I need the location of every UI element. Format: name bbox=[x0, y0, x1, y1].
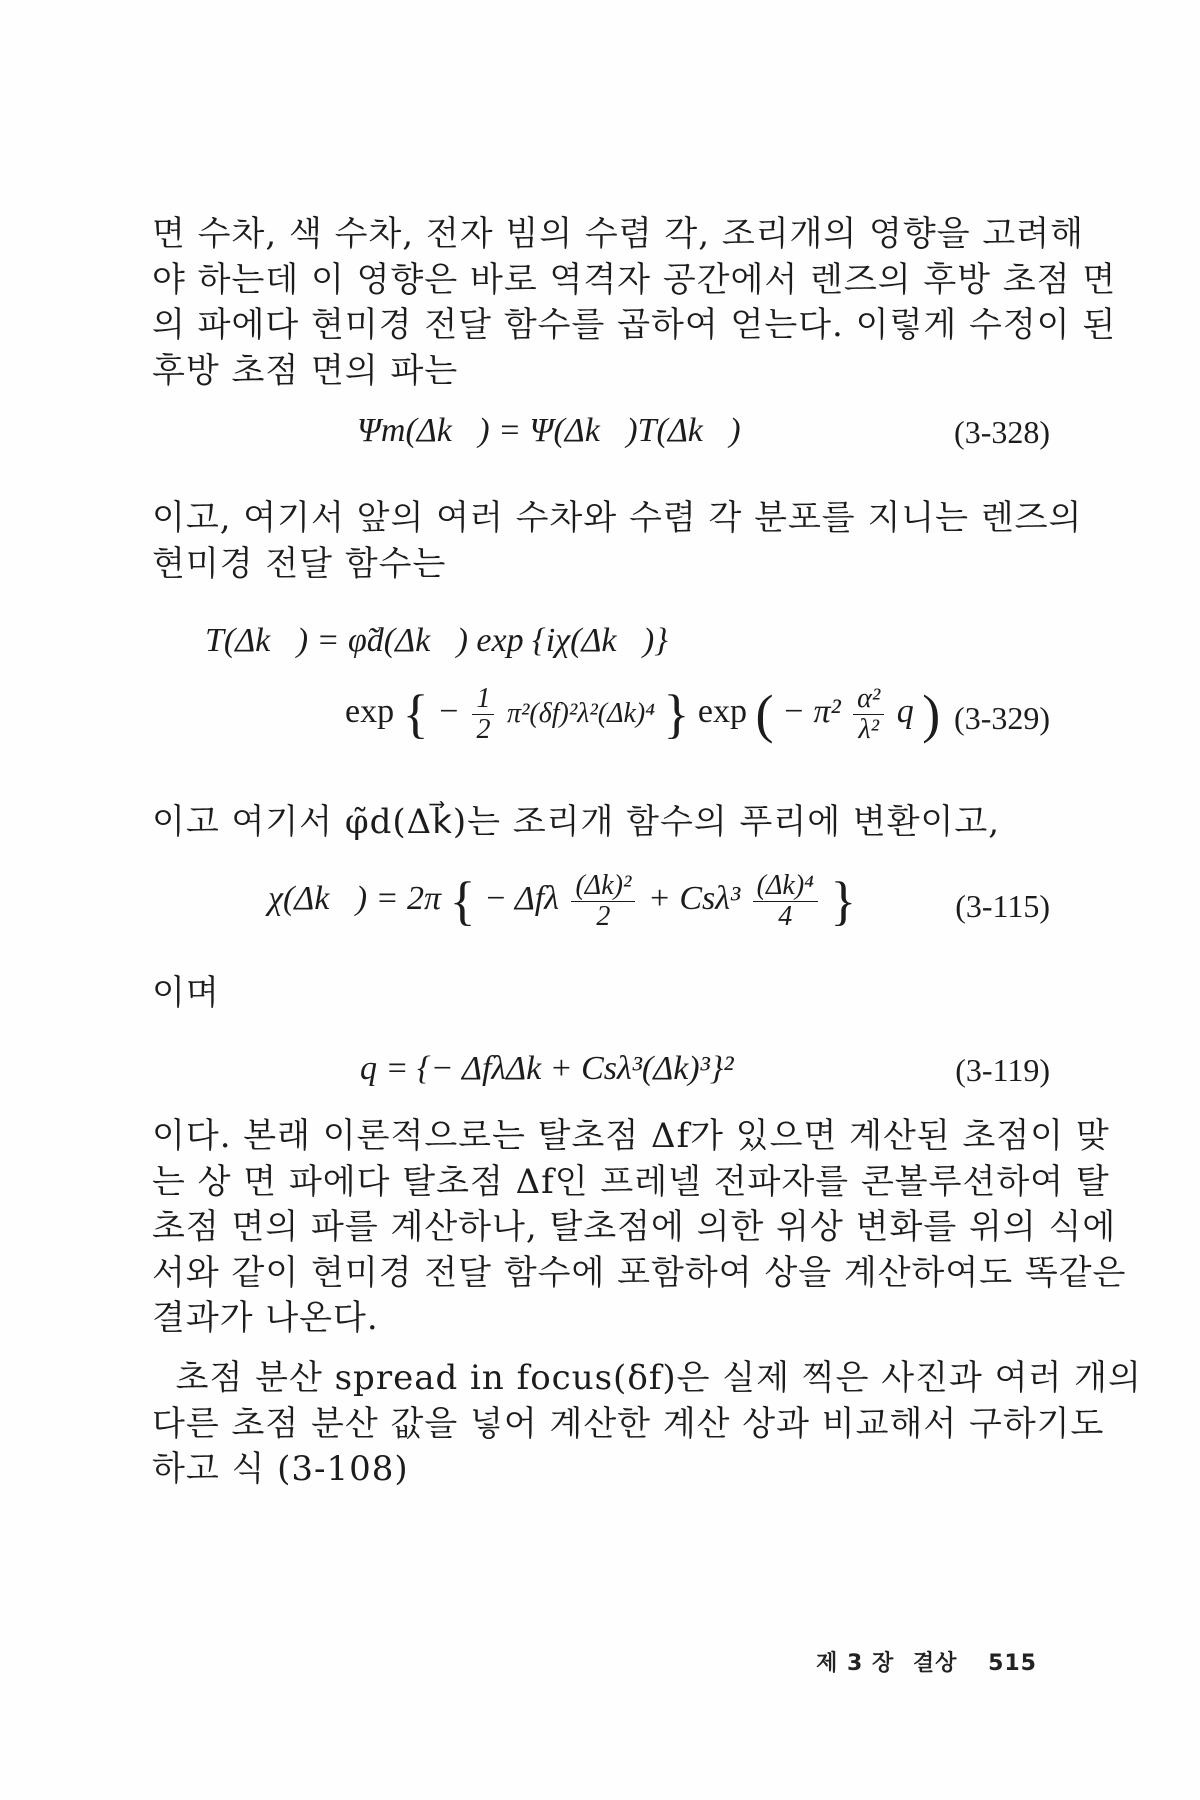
equation-expression: Ψm(Δk⃗) = Ψ(Δk⃗)T(Δk⃗) bbox=[357, 412, 741, 449]
text-line: 다른 초점 분산 값을 넣어 계산한 계산 상과 비교해서 구하기도 bbox=[152, 1403, 1105, 1444]
equation-number: (3-119) bbox=[955, 1052, 1050, 1088]
text-line: 서와 같이 현미경 전달 함수에 포함하여 상을 계산하여도 똑같은 bbox=[152, 1252, 1127, 1293]
left-brace: { bbox=[449, 871, 476, 931]
fraction-numerator: α² bbox=[853, 684, 884, 715]
equation-term: − Δfλ bbox=[484, 879, 559, 917]
equation-term: − π² bbox=[782, 692, 841, 730]
text-line: 이며 bbox=[152, 973, 220, 1013]
fraction-numerator: (Δk)² bbox=[571, 871, 635, 902]
equation-number: (3-115) bbox=[955, 888, 1050, 924]
text-line: 결과가 나온다. bbox=[152, 1298, 379, 1338]
fraction bbox=[472, 684, 494, 745]
equation-3-115 bbox=[268, 870, 856, 932]
equation-3-329-line-2 bbox=[345, 683, 940, 745]
text-line: 현미경 전달 함수는 bbox=[152, 543, 447, 584]
equation-expression: T(Δk⃗) = φ̃d(Δk⃗) exp {iχ(Δk⃗)} bbox=[205, 622, 668, 659]
equation-3-329-line-1 bbox=[205, 622, 668, 660]
paragraph-1 bbox=[152, 212, 1117, 394]
text-line: 하고 식 (3-108) bbox=[152, 1449, 409, 1489]
fraction bbox=[753, 871, 818, 932]
paragraph-2 bbox=[152, 496, 1083, 587]
fraction-numerator: 1 bbox=[472, 684, 494, 715]
equation-term: π²(δf)²λ²(Δk)⁴ bbox=[506, 697, 655, 729]
text-line: 후방 초점 면의 파는 bbox=[152, 350, 459, 391]
text-line: 면 수차, 색 수차, 전자 빔의 수렴 각, 조리개의 영향을 고려해 bbox=[152, 214, 1084, 254]
text-line: 초점 분산 spread in focus(δf)은 실제 찍은 사진과 여러 개의 bbox=[152, 1358, 1142, 1398]
text-line: 이고, 여기서 앞의 여러 수차와 수렴 각 분포를 지니는 렌즈의 bbox=[152, 498, 1083, 538]
text-line: 의 파에다 현미경 전달 함수를 곱하여 얻는다. 이렇게 수정이 된 bbox=[152, 305, 1117, 345]
page-footer bbox=[806, 1646, 1037, 1677]
equation-number: (3-328) bbox=[954, 414, 1050, 450]
fraction-denominator: λ² bbox=[858, 713, 879, 745]
equation-term: − bbox=[437, 692, 460, 730]
fraction bbox=[853, 684, 884, 745]
equation-3-328 bbox=[357, 412, 741, 450]
equation-term: exp bbox=[345, 692, 395, 730]
fraction-denominator: 2 bbox=[476, 713, 491, 745]
text-line: 는 상 면 파에다 탈초점 Δf인 프레넬 전파자를 콘볼루션하여 탈 bbox=[152, 1161, 1110, 1202]
left-paren: ( bbox=[755, 684, 774, 744]
chapter-title: 결상 bbox=[912, 1651, 958, 1676]
equation-number: (3-329) bbox=[954, 700, 1050, 736]
text-line: 야 하는데 이 영향은 바로 역격자 공간에서 렌즈의 후방 초점 면 bbox=[152, 259, 1117, 300]
paragraph-5 bbox=[152, 1114, 1127, 1342]
paragraph-3 bbox=[152, 800, 1042, 846]
page-number: 515 bbox=[988, 1651, 1037, 1676]
text-line: 초점 면의 파를 계산하나, 탈초점에 의한 위상 변화를 위의 식에 bbox=[152, 1207, 1117, 1247]
right-brace: } bbox=[830, 871, 857, 931]
equation-term: q bbox=[896, 692, 914, 730]
text-line: 이고 여기서 φ̃d(Δk⃗)는 조리개 함수의 푸리에 변환이고, bbox=[152, 802, 1001, 842]
fraction-denominator: 4 bbox=[778, 900, 793, 932]
right-paren: ) bbox=[922, 684, 941, 744]
equation-expression: q = {− ΔfλΔk + Csλ³(Δk)³}² bbox=[360, 1050, 734, 1087]
fraction-numerator: (Δk)⁴ bbox=[753, 871, 818, 902]
right-brace: } bbox=[663, 684, 690, 744]
equation-term: exp bbox=[697, 692, 748, 730]
fraction-denominator: 2 bbox=[596, 900, 611, 932]
left-brace: { bbox=[402, 684, 429, 744]
paragraph-6 bbox=[152, 1356, 1142, 1493]
text-line: 이다. 본래 이론적으로는 탈초점 Δf가 있으면 계산된 초점이 맞 bbox=[152, 1116, 1110, 1156]
fraction bbox=[571, 871, 635, 932]
equation-3-119 bbox=[360, 1050, 734, 1088]
equation-term: χ(Δk⃗) = 2π bbox=[268, 879, 442, 917]
paragraph-4 bbox=[152, 971, 1042, 1017]
equation-term: + Csλ³ bbox=[647, 879, 741, 917]
chapter-label: 제 3 장 bbox=[816, 1651, 895, 1676]
